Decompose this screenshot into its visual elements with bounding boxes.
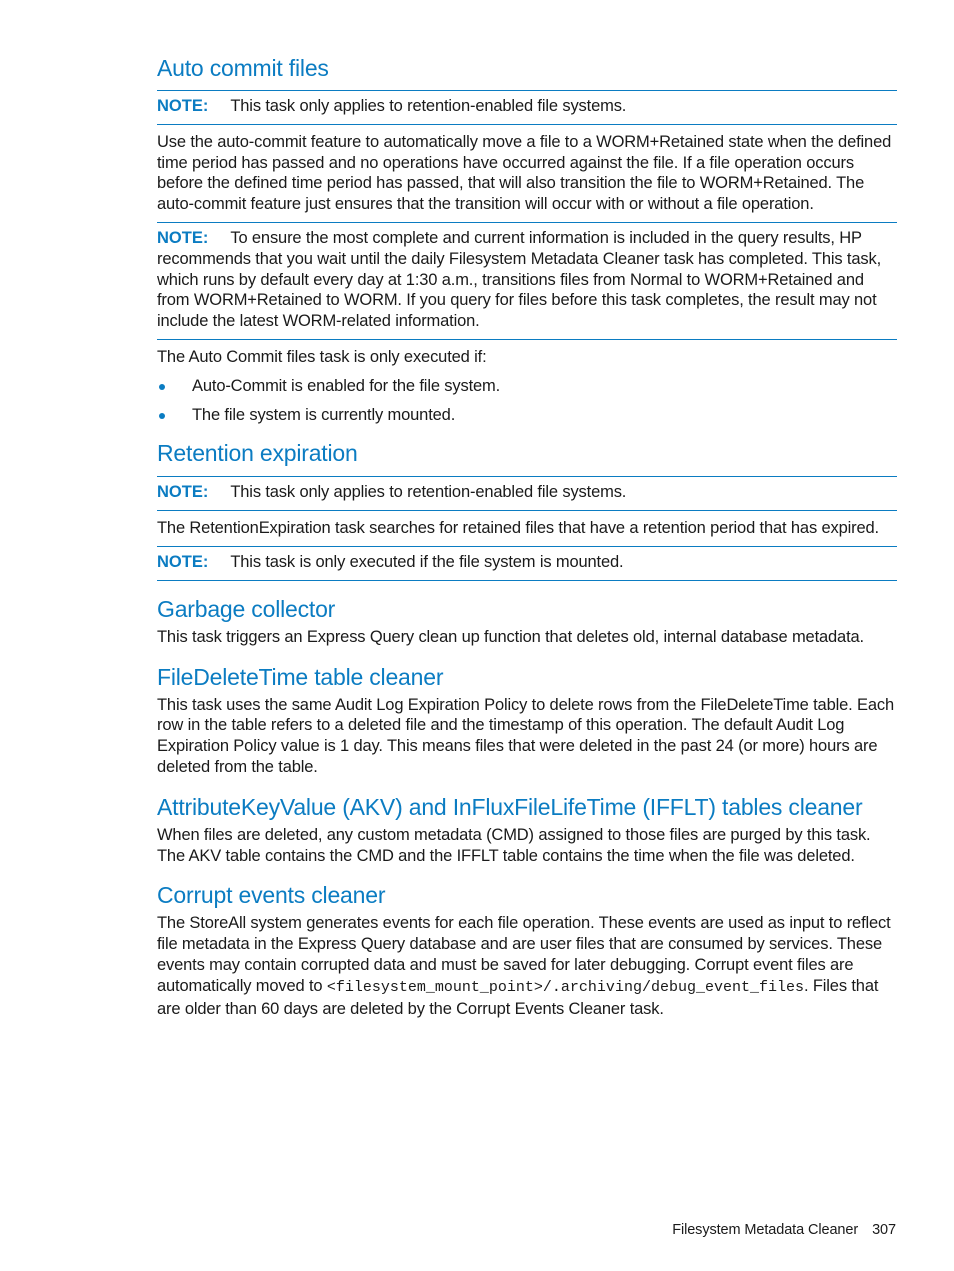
bullet-icon bbox=[159, 413, 165, 419]
paragraph-corrupt-events: The StoreAll system generates events for each file operation. These events are used as input to reflect file metadata in the Express Query database and are user files that are consumed by services. These events may contain corrupted data and must be saved for later debugging. Corrupt event files are automatically moved to <filesystem_mount_point>/.archiving/debug_event_files. Files that are older than 60 days are deleted by the Corrupt Events Cleaner task. bbox=[157, 914, 891, 1018]
heading-garbage-collector: Garbage collector bbox=[157, 595, 336, 622]
path-code: <filesystem_mount_point>/.archiving/debug_event_files bbox=[326, 978, 804, 996]
paragraph-auto-commit: Use the auto-commit feature to automatically move a file to a WORM+Retained state when the defined time period has passed and no operations have occurred against the file. If a file operation occurs before the defined time period has passed, that will also transition the file to WORM+Retained. The auto-commit feature just ensures that the transition will occur with or without a file operation. bbox=[157, 132, 892, 214]
bullet-list bbox=[157, 376, 897, 426]
note-text: This task is only executed if the file system is mounted. bbox=[230, 552, 624, 571]
paragraph-akv-iffl: When files are deleted, any custom metadata (CMD) assigned to those files are purged by this task. The AKV table contains the CMD and the IFFLT table contains the time when the file was deleted. bbox=[157, 825, 871, 865]
footer-title: Filesystem Metadata Cleaner bbox=[672, 1222, 859, 1238]
note-text: This task only applies to retention-enabled file systems. bbox=[230, 483, 627, 502]
note-label: NOTE: bbox=[157, 228, 209, 247]
page-footer bbox=[672, 1222, 896, 1238]
paragraph-retention: The RetentionExpiration task searches for retained files that have a retention period that has expired. bbox=[157, 519, 879, 538]
paragraph-auto-commit-conditions: The Auto Commit files task is only executed if: bbox=[157, 347, 487, 366]
note-text: To ensure the most complete and current information is included in the query results, HP recommends that you wait until the daily Filesystem Metadata Cleaner task has completed. This task, which runs by default every day at 1:30 a.m., transitions files from Normal to WORM+Retained and from WORM+Retained to WORM. If you query for files before this task completes, the result may not include the latest WORM-related information. bbox=[157, 228, 882, 331]
note-auto-commit-2 bbox=[157, 222, 897, 340]
bullet-icon bbox=[159, 384, 165, 390]
list-item: Auto-Commit is enabled for the file system. bbox=[157, 376, 897, 397]
heading-corrupt-events: Corrupt events cleaner bbox=[157, 882, 386, 909]
heading-akv-iffl: AttributeKeyValue (AKV) and InFluxFileLifeTime (IFFLT) tables cleaner bbox=[157, 793, 863, 820]
document-page bbox=[157, 50, 897, 1019]
list-item: The file system is currently mounted. bbox=[157, 405, 897, 426]
note-retention-1 bbox=[157, 476, 897, 511]
note-text: This task only applies to retention-enabled file systems. bbox=[230, 97, 627, 115]
page-number: 307 bbox=[872, 1222, 896, 1238]
note-label: NOTE: bbox=[157, 97, 209, 115]
paragraph-filedeletetime: This task uses the same Audit Log Expiration Policy to delete rows from the FileDeleteTime table. Each row in the table refers to a deleted file and the timestamp of this operation. The default Audit Log Expiration Policy value is 1 day. This means files that were deleted in the past 24 (or more) hours are deleted from the table. bbox=[157, 695, 895, 776]
note-auto-commit-1 bbox=[157, 90, 897, 125]
note-label: NOTE: bbox=[157, 552, 209, 571]
note-retention-2 bbox=[157, 546, 897, 581]
heading-filedeletetime: FileDeleteTime table cleaner bbox=[157, 663, 444, 690]
heading-auto-commit: Auto commit files bbox=[157, 55, 329, 81]
note-label: NOTE: bbox=[157, 483, 209, 502]
heading-retention-expiration: Retention expiration bbox=[157, 440, 358, 467]
paragraph-garbage-collector: This task triggers an Express Query clean up function that deletes old, internal database metadata. bbox=[157, 627, 864, 646]
